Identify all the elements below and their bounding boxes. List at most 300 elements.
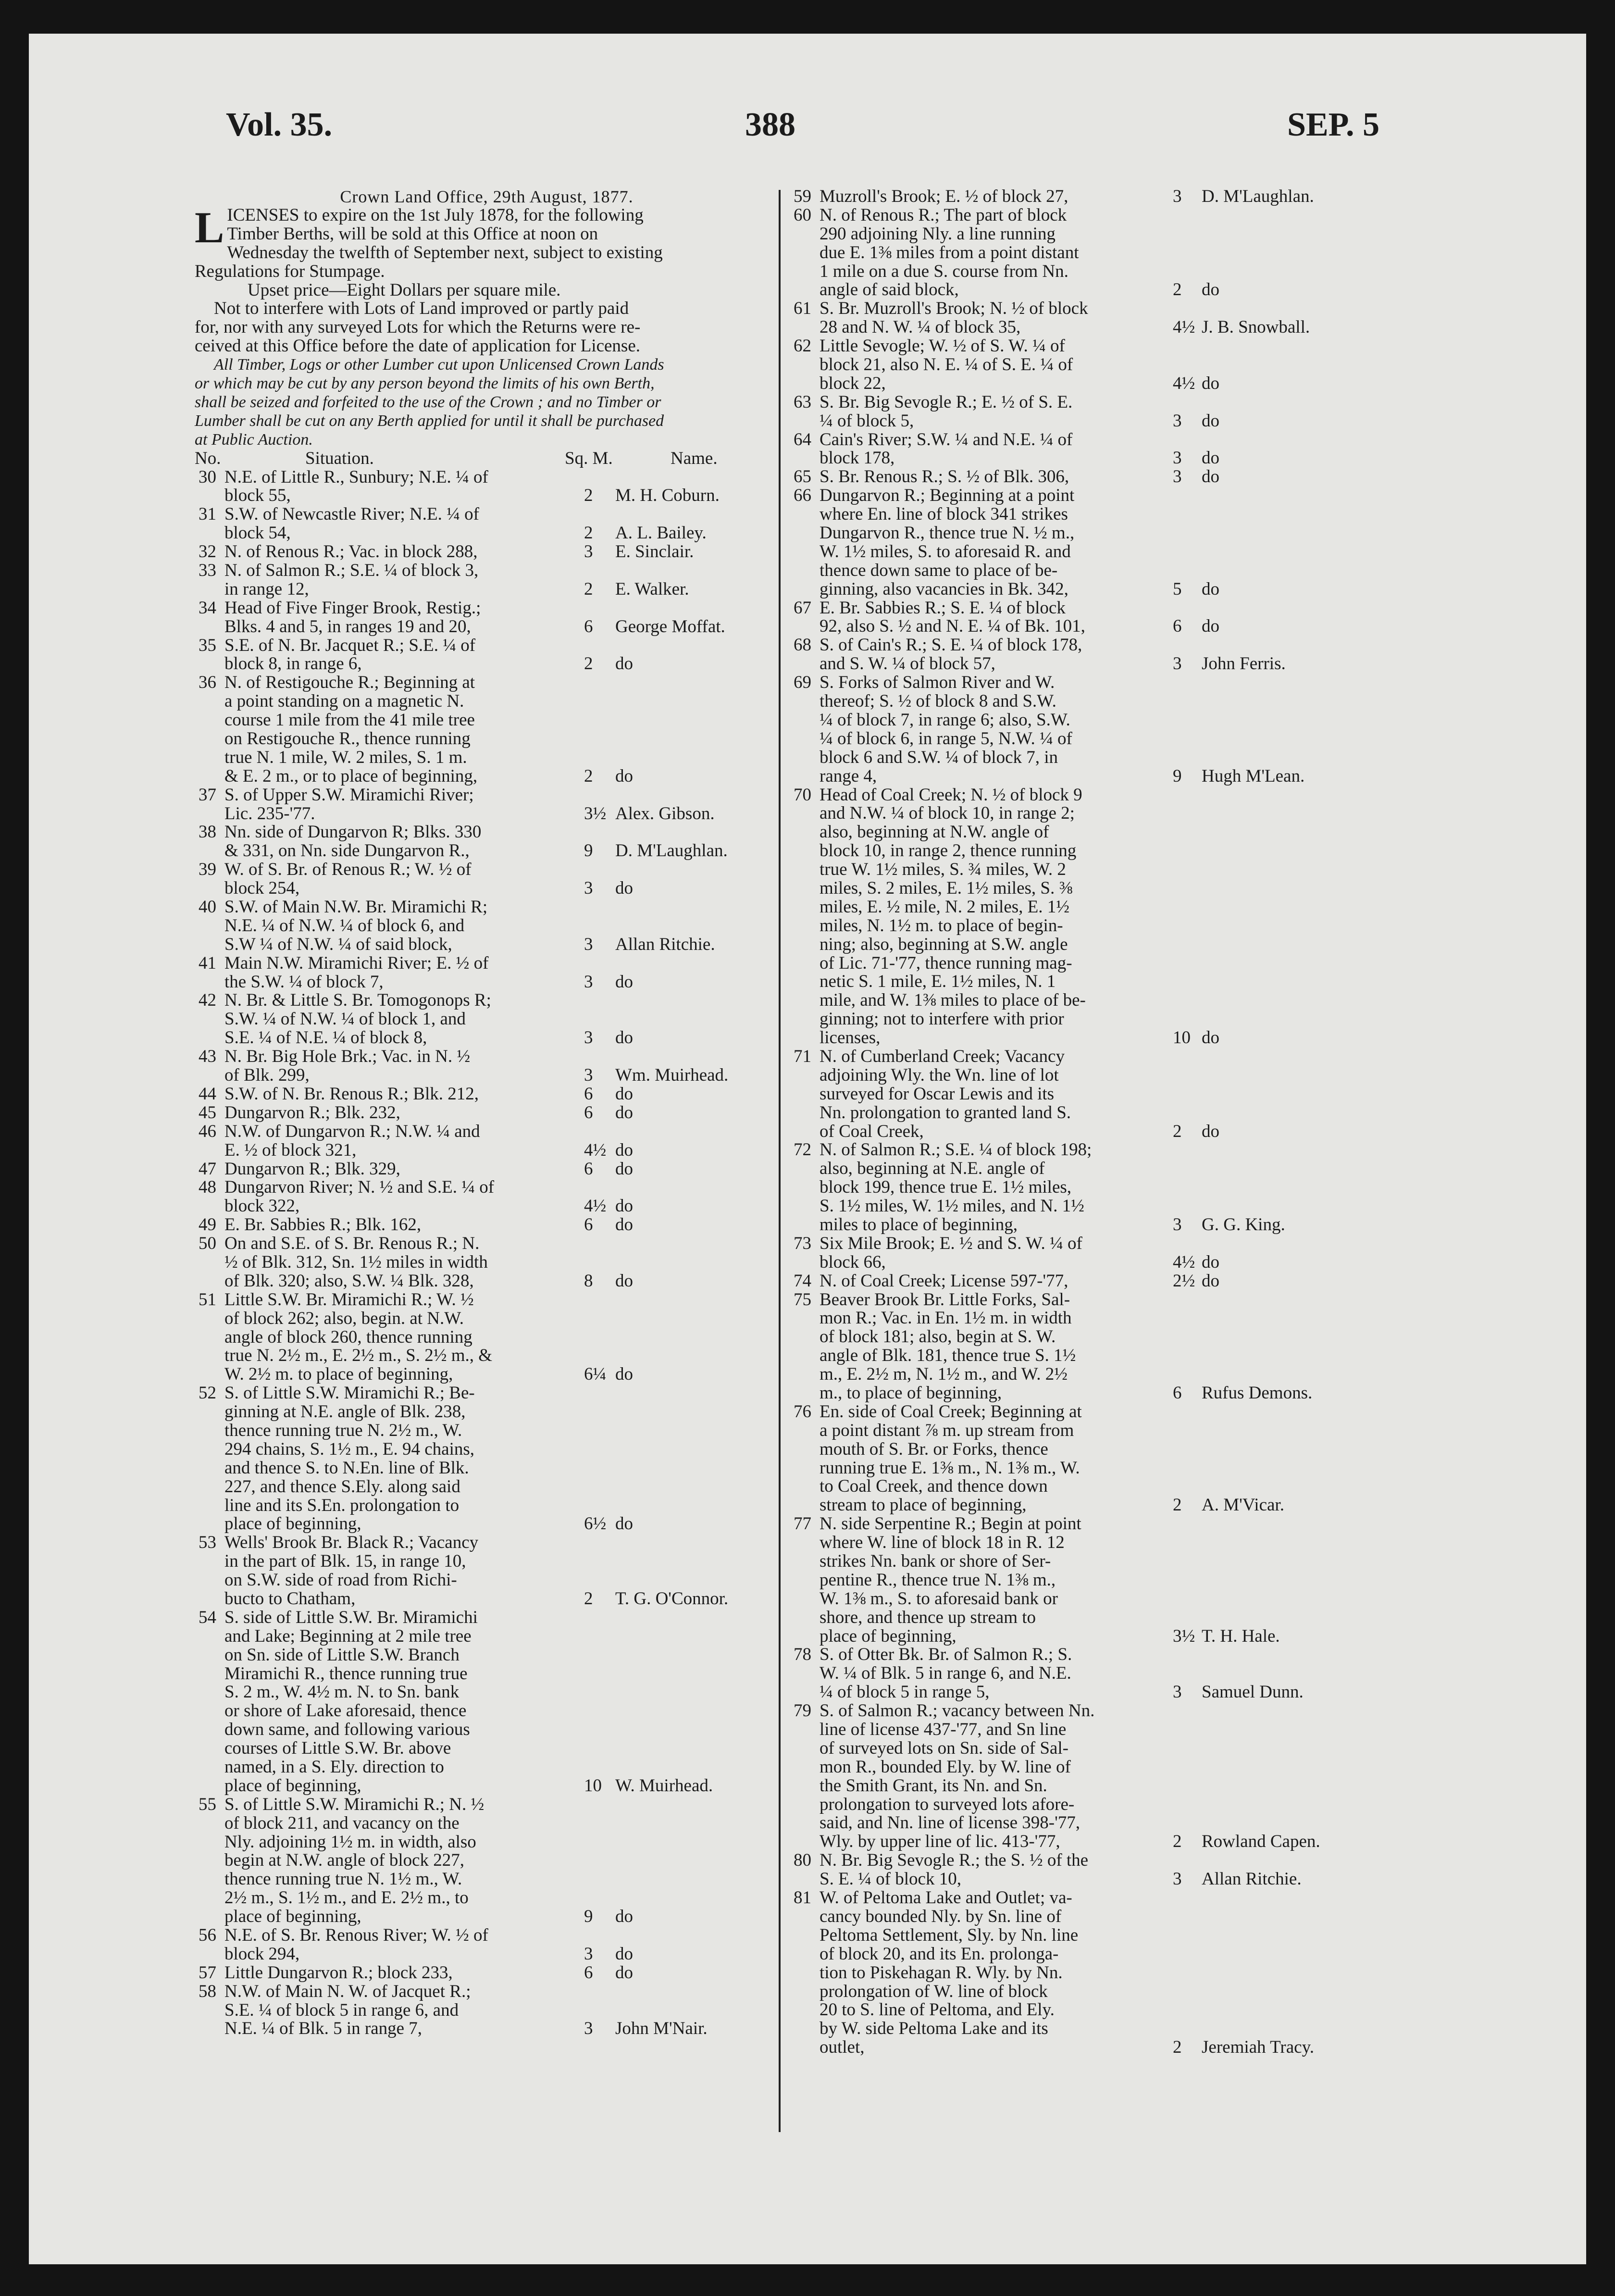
- berth-situation: and Lake; Beginning at 2 mile tree: [224, 1626, 472, 1646]
- license-line: [195, 599, 779, 618]
- berth-number: 30: [199, 467, 216, 487]
- berth-square-miles: 3: [1173, 1869, 1182, 1889]
- berth-square-miles: 6: [584, 1084, 593, 1104]
- berth-situation: N.E. ¼ of Blk. 5 in range 7,: [224, 2019, 422, 2039]
- berth-situation: place of beginning,: [820, 1626, 957, 1646]
- license-line: [195, 1571, 779, 1590]
- license-line: [195, 1665, 779, 1684]
- license-line: [195, 1945, 779, 1964]
- berth-situation: 227, and thence S.Ely. along said: [224, 1476, 460, 1497]
- col-header-no: No.: [195, 448, 221, 468]
- license-line: [788, 786, 1389, 805]
- berth-number: 69: [794, 673, 811, 693]
- berth-purchaser: do: [615, 878, 633, 898]
- license-line: [788, 1571, 1389, 1590]
- license-line: [195, 1777, 779, 1796]
- license-line: [195, 636, 779, 655]
- berth-situation: line and its S.En. prolongation to: [224, 1495, 460, 1515]
- berth-situation: miles to place of beginning,: [820, 1214, 1018, 1235]
- berth-number: 80: [794, 1850, 811, 1871]
- license-line: [788, 1496, 1389, 1515]
- berth-square-miles: 3: [1173, 448, 1182, 468]
- warning-line: or which may be cut by any person beyond the limits of his own Berth,: [195, 374, 655, 393]
- license-line: [788, 225, 1389, 244]
- berth-situation: by W. side Peltoma Lake and its: [820, 2019, 1048, 2039]
- berth-situation: true W. 1½ miles, S. ¾ miles, W. 2: [820, 860, 1066, 880]
- berth-situation: ¼ of block 7, in range 6; also, S.W.: [820, 710, 1070, 730]
- berth-situation: Wells' Brook Br. Black R.; Vacancy: [224, 1533, 479, 1553]
- license-line: [195, 1851, 779, 1870]
- berth-situation: S. 1½ miles, W. 1½ miles, and N. 1½: [820, 1196, 1084, 1216]
- berth-situation: of Blk. 299,: [224, 1065, 310, 1086]
- license-line: [788, 281, 1389, 299]
- berth-number: 34: [199, 598, 216, 618]
- berth-situation: Dungarvon River; N. ½ and S.E. ¼ of: [224, 1177, 495, 1198]
- license-line: [195, 487, 779, 505]
- berth-number: 67: [794, 598, 811, 618]
- berth-purchaser: do: [1202, 1121, 1219, 1141]
- license-line: [788, 879, 1389, 898]
- license-line: [195, 879, 779, 898]
- berth-situation: E. Br. Sabbies R.; S. E. ¼ of block: [820, 598, 1066, 618]
- berth-purchaser: do: [615, 1159, 633, 1179]
- license-line: [195, 1497, 779, 1515]
- license-line: [788, 898, 1389, 917]
- berth-square-miles: 6½: [584, 1514, 607, 1534]
- berth-situation: N.W. of Dungarvon R.; N.W. ¼ and: [224, 1121, 480, 1141]
- license-line: [195, 1926, 779, 1945]
- license-line: [788, 1833, 1389, 1851]
- berth-situation: N. Br. Big Sevogle R.; the S. ½ of the: [820, 1850, 1089, 1871]
- berth-situation: Muzroll's Brook; E. ½ of block 27,: [820, 187, 1068, 206]
- berth-number: 51: [199, 1289, 216, 1310]
- interfere-line: ceived at this Office before the date of application for License.: [195, 336, 640, 356]
- license-line: [195, 1440, 779, 1459]
- berth-situation: running true E. 1⅜ m., N. 1⅜ m., W.: [820, 1458, 1080, 1478]
- column-divider: [779, 190, 781, 2132]
- berth-number: 36: [199, 673, 216, 693]
- berth-situation: netic S. 1 mile, E. 1½ miles, N. 1: [820, 972, 1056, 992]
- berth-situation: thence running true N. 2½ m., W.: [224, 1420, 462, 1440]
- berth-number: 49: [199, 1215, 216, 1235]
- license-line: [195, 823, 779, 842]
- intro-line: Regulations for Stumpage.: [195, 261, 385, 281]
- berth-situation: ¼ of block 5,: [820, 411, 914, 431]
- berth-number: 63: [794, 392, 811, 412]
- berth-number: 59: [794, 187, 811, 206]
- berth-situation: S. of Upper S.W. Miramichi River;: [224, 785, 474, 805]
- berth-situation: S. of Salmon R.; vacancy between Nn.: [820, 1701, 1095, 1721]
- license-line: [195, 1403, 779, 1422]
- berth-situation: Main N.W. Miramichi River; E. ½ of: [224, 953, 489, 973]
- berth-purchaser: A. L. Bailey.: [615, 523, 707, 543]
- berth-purchaser: Rowland Capen.: [1202, 1832, 1320, 1852]
- upset-price: Upset price—Eight Dollars per square mile.: [248, 280, 561, 300]
- berth-number: 45: [199, 1102, 216, 1123]
- license-line: [788, 431, 1389, 449]
- page-header: [197, 106, 1399, 159]
- berth-situation: courses of Little S.W. Br. above: [224, 1738, 451, 1759]
- berth-situation: 294 chains, S. 1½ m., E. 94 chains,: [224, 1439, 475, 1459]
- berth-situation: block 254,: [224, 878, 300, 898]
- license-line: [788, 2001, 1389, 2020]
- berth-purchaser: George Moffat.: [615, 616, 725, 636]
- license-line: [788, 917, 1389, 936]
- license-line: [788, 861, 1389, 879]
- license-line: [788, 1964, 1389, 1983]
- license-line: [788, 1646, 1389, 1664]
- license-line: [195, 954, 779, 973]
- license-line: [195, 1908, 779, 1926]
- berth-square-miles: 3: [1173, 187, 1182, 206]
- berth-number: 50: [199, 1234, 216, 1254]
- berth-situation: N. Br. & Little S. Br. Tomogonops R;: [224, 990, 491, 1011]
- license-line: [788, 1104, 1389, 1123]
- berth-situation: prolongation of W. line of block: [820, 1981, 1048, 2001]
- license-line: [195, 1104, 779, 1123]
- berth-number: 54: [199, 1607, 216, 1627]
- berth-square-miles: 6: [1173, 1383, 1182, 1403]
- berth-situation: ¼ of block 5 in range 5,: [820, 1682, 990, 1702]
- license-line: [195, 618, 779, 636]
- license-line: [788, 206, 1389, 225]
- col-header-situation: Situation.: [305, 448, 374, 468]
- berth-square-miles: 2: [1173, 2037, 1182, 2058]
- berth-number: 41: [199, 953, 216, 973]
- license-line: [195, 1459, 779, 1478]
- license-line: [195, 1384, 779, 1403]
- berth-number: 79: [794, 1701, 811, 1721]
- berth-number: 62: [794, 336, 811, 356]
- berth-situation: Little Sevogle; W. ½ of S. W. ¼ of: [820, 336, 1065, 356]
- berth-situation: ½ of Blk. 312, Sn. 1½ miles in width: [224, 1252, 488, 1272]
- berth-number: 75: [794, 1289, 811, 1310]
- berth-square-miles: 4½: [584, 1196, 607, 1216]
- berth-situation: N. of Restigouche R.; Beginning at: [224, 673, 475, 693]
- berth-number: 60: [794, 205, 811, 225]
- license-line: [788, 1384, 1389, 1403]
- license-line: [788, 1796, 1389, 1814]
- berth-number: 68: [794, 635, 811, 655]
- left-column: [195, 187, 779, 2038]
- berth-situation: N.E. of S. Br. Renous River; W. ½ of: [224, 1925, 488, 1946]
- berth-purchaser: M. H. Coburn.: [615, 486, 720, 506]
- berth-situation: of block 262; also, begin. at N.W.: [224, 1308, 464, 1328]
- berth-situation: or shore of Lake aforesaid, thence: [224, 1701, 467, 1721]
- berth-purchaser: do: [1202, 467, 1219, 487]
- berth-purchaser: John Ferris.: [1202, 654, 1286, 674]
- license-line: [788, 842, 1389, 861]
- right-license-list: [788, 187, 1389, 2057]
- berth-situation: and thence S. to N.En. line of Blk.: [224, 1458, 469, 1478]
- berth-situation: outlet,: [820, 2037, 865, 2058]
- berth-purchaser: do: [615, 1944, 633, 1964]
- berth-situation: thence down same to place of be-: [820, 560, 1058, 580]
- berth-square-miles: 6¼: [584, 1364, 607, 1385]
- berth-situation: N. Br. Big Hole Brk.; Vac. in N. ½: [224, 1047, 471, 1067]
- license-line: [788, 2038, 1389, 2057]
- berth-number: 53: [199, 1533, 216, 1553]
- license-line: [788, 1422, 1389, 1440]
- license-line: [788, 1029, 1389, 1048]
- berth-situation: S. of Little S.W. Miramichi R.; N. ½: [224, 1794, 484, 1814]
- berth-square-miles: 3: [584, 972, 593, 992]
- berth-situation: 20 to S. line of Peltoma, and Ely.: [820, 2000, 1055, 2020]
- berth-purchaser: W. Muirhead.: [615, 1775, 713, 1796]
- license-line: [788, 1253, 1389, 1272]
- berth-square-miles: 2: [584, 654, 593, 674]
- berth-situation: S.W. of N. Br. Renous R.; Blk. 212,: [224, 1084, 479, 1104]
- berth-situation: prolongation to surveyed lots afore-: [820, 1794, 1075, 1814]
- berth-square-miles: 2: [584, 523, 593, 543]
- license-line: [195, 1347, 779, 1365]
- berth-square-miles: 3: [1173, 1214, 1182, 1235]
- berth-number: 78: [794, 1645, 811, 1665]
- berth-square-miles: 3: [584, 1944, 593, 1964]
- berth-situation: in range 12,: [224, 579, 309, 599]
- license-line: [195, 749, 779, 767]
- berth-situation: where W. line of block 18 in R. 12: [820, 1533, 1065, 1553]
- berth-square-miles: 3: [584, 878, 593, 898]
- berth-situation: in the part of Blk. 15, in range 10,: [224, 1551, 466, 1572]
- berth-number: 74: [794, 1271, 811, 1291]
- berth-purchaser: do: [1202, 448, 1219, 468]
- berth-situation: place of beginning,: [224, 1907, 361, 1927]
- berth-situation: strikes Nn. bank or shore of Ser-: [820, 1551, 1051, 1572]
- berth-situation: the S.W. ¼ of block 7,: [224, 972, 384, 992]
- berth-square-miles: 9: [1173, 766, 1182, 786]
- berth-purchaser: do: [615, 1962, 633, 1983]
- license-line: [788, 524, 1389, 543]
- berth-situation: S. Br. Big Sevogle R.; E. ½ of S. E.: [820, 392, 1073, 412]
- license-line: [788, 562, 1389, 580]
- berth-square-miles: 6: [584, 1159, 593, 1179]
- license-line: [788, 356, 1389, 374]
- berth-situation: due E. 1⅜ miles from a point distant: [820, 242, 1079, 262]
- berth-situation: angle of block 260, thence running: [224, 1327, 472, 1347]
- berth-purchaser: do: [1202, 616, 1219, 636]
- berth-situation: 92, also S. ½ and N. E. ¼ of Bk. 101,: [820, 616, 1085, 636]
- license-line: [195, 1683, 779, 1702]
- license-line: [788, 1908, 1389, 1926]
- license-line: [195, 786, 779, 805]
- berth-situation: begin at N.W. angle of block 227,: [224, 1850, 465, 1871]
- berth-situation: Blks. 4 and 5, in ranges 19 and 20,: [224, 616, 471, 636]
- berth-situation: Little S.W. Br. Miramichi R.; W. ½: [224, 1289, 474, 1310]
- berth-situation: pentine R., thence true N. 1⅜ m.,: [820, 1570, 1056, 1590]
- berth-situation: of block 20, and its En. prolonga-: [820, 1944, 1059, 1964]
- license-line: [195, 1870, 779, 1889]
- license-line: [195, 991, 779, 1010]
- berth-number: 32: [199, 542, 216, 562]
- issue-date: SEP. 5: [1287, 106, 1379, 143]
- license-line: [788, 674, 1389, 692]
- berth-situation: place of beginning,: [224, 1775, 361, 1796]
- berth-situation: angle of said block,: [820, 280, 959, 300]
- license-line: [195, 1365, 779, 1384]
- license-line: [195, 2001, 779, 2020]
- berth-situation: named, in a S. Ely. direction to: [224, 1757, 444, 1777]
- berth-situation: mouth of S. Br. or Forks, thence: [820, 1439, 1048, 1459]
- license-line: [195, 1833, 779, 1852]
- berth-situation: & 331, on Nn. side Dungarvon R.,: [224, 841, 470, 861]
- license-line: [788, 1664, 1389, 1683]
- berth-situation: Miramichi R., thence running true: [224, 1663, 468, 1684]
- license-line: [788, 1870, 1389, 1889]
- berth-situation: of block 181; also, begin at S. W.: [820, 1327, 1056, 1347]
- berth-situation: of block 211, and vacancy on the: [224, 1813, 460, 1833]
- license-line: [195, 1515, 779, 1534]
- license-line: [788, 262, 1389, 281]
- berth-purchaser: do: [1202, 1028, 1219, 1048]
- license-line: [788, 1403, 1389, 1422]
- berth-square-miles: 6: [584, 616, 593, 636]
- warning-line: All Timber, Logs or other Lumber cut upon Unlicensed Crown Lands: [214, 356, 664, 374]
- license-line: [788, 1889, 1389, 1908]
- license-line: [788, 412, 1389, 431]
- berth-situation: 1 mile on a due S. course from Nn.: [820, 261, 1068, 281]
- berth-purchaser: do: [615, 1196, 633, 1216]
- berth-square-miles: 4½: [584, 1140, 607, 1160]
- berth-situation: & E. 2 m., or to place of beginning,: [224, 766, 478, 786]
- berth-purchaser: Wm. Muirhead.: [615, 1065, 729, 1086]
- license-line: [788, 599, 1389, 618]
- berth-number: 66: [794, 486, 811, 506]
- license-line: [195, 505, 779, 524]
- volume-label: Vol. 35.: [226, 106, 333, 143]
- berth-situation: block 178,: [820, 448, 895, 468]
- license-line: [195, 1141, 779, 1160]
- berth-square-miles: 6: [584, 1102, 593, 1123]
- berth-number: 64: [794, 429, 811, 449]
- license-line: [788, 1702, 1389, 1721]
- berth-situation: m., to place of beginning,: [820, 1383, 1002, 1403]
- berth-situation: W. 1⅜ m., S. to aforesaid bank or: [820, 1588, 1058, 1609]
- berth-purchaser: Jeremiah Tracy.: [1202, 2037, 1314, 2058]
- license-line: [195, 543, 779, 562]
- berth-number: 33: [199, 561, 216, 580]
- berth-square-miles: 3½: [584, 803, 607, 824]
- berth-number: 39: [199, 860, 216, 880]
- license-line: [788, 1309, 1389, 1328]
- berth-square-miles: 3: [1173, 467, 1182, 487]
- license-line: [195, 468, 779, 487]
- license-line: [195, 692, 779, 711]
- berth-situation: Dungarvon R.; Blk. 232,: [224, 1102, 400, 1123]
- license-line: [195, 805, 779, 824]
- berth-situation: ginning; not to interfere with prior: [820, 1009, 1064, 1029]
- berth-square-miles: 3: [584, 1065, 593, 1086]
- berth-situation: block 54,: [224, 523, 291, 543]
- berth-purchaser: John M'Nair.: [615, 2019, 708, 2039]
- license-line: [788, 449, 1389, 468]
- berth-square-miles: 5: [1173, 579, 1182, 599]
- berth-purchaser: D. M'Laughlan.: [1202, 187, 1314, 206]
- license-line: [195, 1814, 779, 1833]
- license-line: [195, 1066, 779, 1085]
- berth-number: 47: [199, 1159, 216, 1179]
- interfere-line: Not to interfere with Lots of Land improved or partly paid: [214, 299, 629, 319]
- license-line: [788, 1534, 1389, 1552]
- berth-situation: S. Br. Muzroll's Brook; N. ½ of block: [820, 299, 1088, 319]
- berth-square-miles: 2: [1173, 280, 1182, 300]
- berth-situation: shore, and thence up stream to: [820, 1607, 1036, 1627]
- berth-number: 37: [199, 785, 216, 805]
- berth-square-miles: 4½: [1173, 317, 1195, 337]
- license-line: [788, 1590, 1389, 1609]
- berth-situation: N. of Coal Creek; License 597-'77,: [820, 1271, 1068, 1291]
- berth-situation: N. of Renous R.; The part of block: [820, 205, 1067, 225]
- license-line: [788, 1777, 1389, 1796]
- berth-situation: S.E. ¼ of block 5 in range 6, and: [224, 2000, 459, 2020]
- berth-number: 65: [794, 467, 811, 487]
- berth-square-miles: 9: [584, 841, 593, 861]
- license-line: [195, 1123, 779, 1141]
- license-line: [788, 1066, 1389, 1085]
- berth-situation: course 1 mile from the 41 mile tree: [224, 710, 475, 730]
- license-line: [788, 617, 1389, 636]
- license-line: [788, 187, 1389, 206]
- license-line: [195, 861, 779, 879]
- berth-square-miles: 4½: [1173, 1252, 1195, 1272]
- berth-situation: thence running true N. 1½ m., W.: [224, 1869, 462, 1889]
- berth-purchaser: do: [1202, 1252, 1219, 1272]
- berth-number: 43: [199, 1047, 216, 1067]
- berth-situation: to Coal Creek, and thence down: [820, 1476, 1048, 1497]
- license-line: [195, 1627, 779, 1646]
- license-line: [195, 1478, 779, 1497]
- license-line: [195, 936, 779, 954]
- berth-situation: S. 2 m., W. 4½ m. N. to Sn. bank: [224, 1682, 460, 1702]
- license-line: [788, 1926, 1389, 1945]
- license-line: [788, 711, 1389, 730]
- license-line: [195, 730, 779, 749]
- berth-situation: En. side of Coal Creek; Beginning at: [820, 1401, 1082, 1422]
- berth-square-miles: 2: [584, 766, 593, 786]
- berth-situation: N.E. of Little R., Sunbury; N.E. ¼ of: [224, 467, 488, 487]
- berth-number: 35: [199, 635, 216, 655]
- berth-square-miles: 2: [584, 486, 593, 506]
- berth-square-miles: 2: [584, 1588, 593, 1609]
- license-line: [195, 1590, 779, 1609]
- berth-number: 58: [199, 1981, 216, 2001]
- berth-situation: of Coal Creek,: [820, 1121, 924, 1141]
- berth-purchaser: Allan Ritchie.: [1202, 1869, 1302, 1889]
- berth-number: 72: [794, 1140, 811, 1160]
- intro-line: Wednesday the twelfth of September next, subject to existing: [227, 242, 663, 262]
- license-line: [195, 655, 779, 674]
- license-line: [788, 1197, 1389, 1216]
- license-line: [195, 1253, 779, 1272]
- berth-purchaser: Allan Ritchie.: [615, 934, 715, 954]
- berth-purchaser: G. G. King.: [1202, 1214, 1285, 1235]
- license-line: [788, 936, 1389, 954]
- license-line: [788, 1085, 1389, 1104]
- berth-situation: S.W. ¼ of N.W. ¼ of block 1, and: [224, 1009, 466, 1029]
- berth-purchaser: do: [615, 654, 633, 674]
- berth-situation: N. side Serpentine R.; Begin at point: [820, 1514, 1081, 1534]
- drop-cap: L: [195, 202, 224, 252]
- berth-situation: of surveyed lots on Sn. side of Sal-: [820, 1738, 1068, 1758]
- berth-situation: surveyed for Oscar Lewis and its: [820, 1084, 1055, 1104]
- license-line: [195, 674, 779, 692]
- license-line: [788, 767, 1389, 786]
- berth-situation: N. of Salmon R.; S.E. ¼ of block 198;: [820, 1140, 1092, 1160]
- license-line: [195, 711, 779, 730]
- berth-situation: true N. 2½ m., E. 2½ m., S. 2½ m., &: [224, 1346, 493, 1366]
- berth-situation: S.E. ¼ of N.E. ¼ of block 8,: [224, 1028, 427, 1048]
- berth-purchaser: do: [1202, 411, 1219, 431]
